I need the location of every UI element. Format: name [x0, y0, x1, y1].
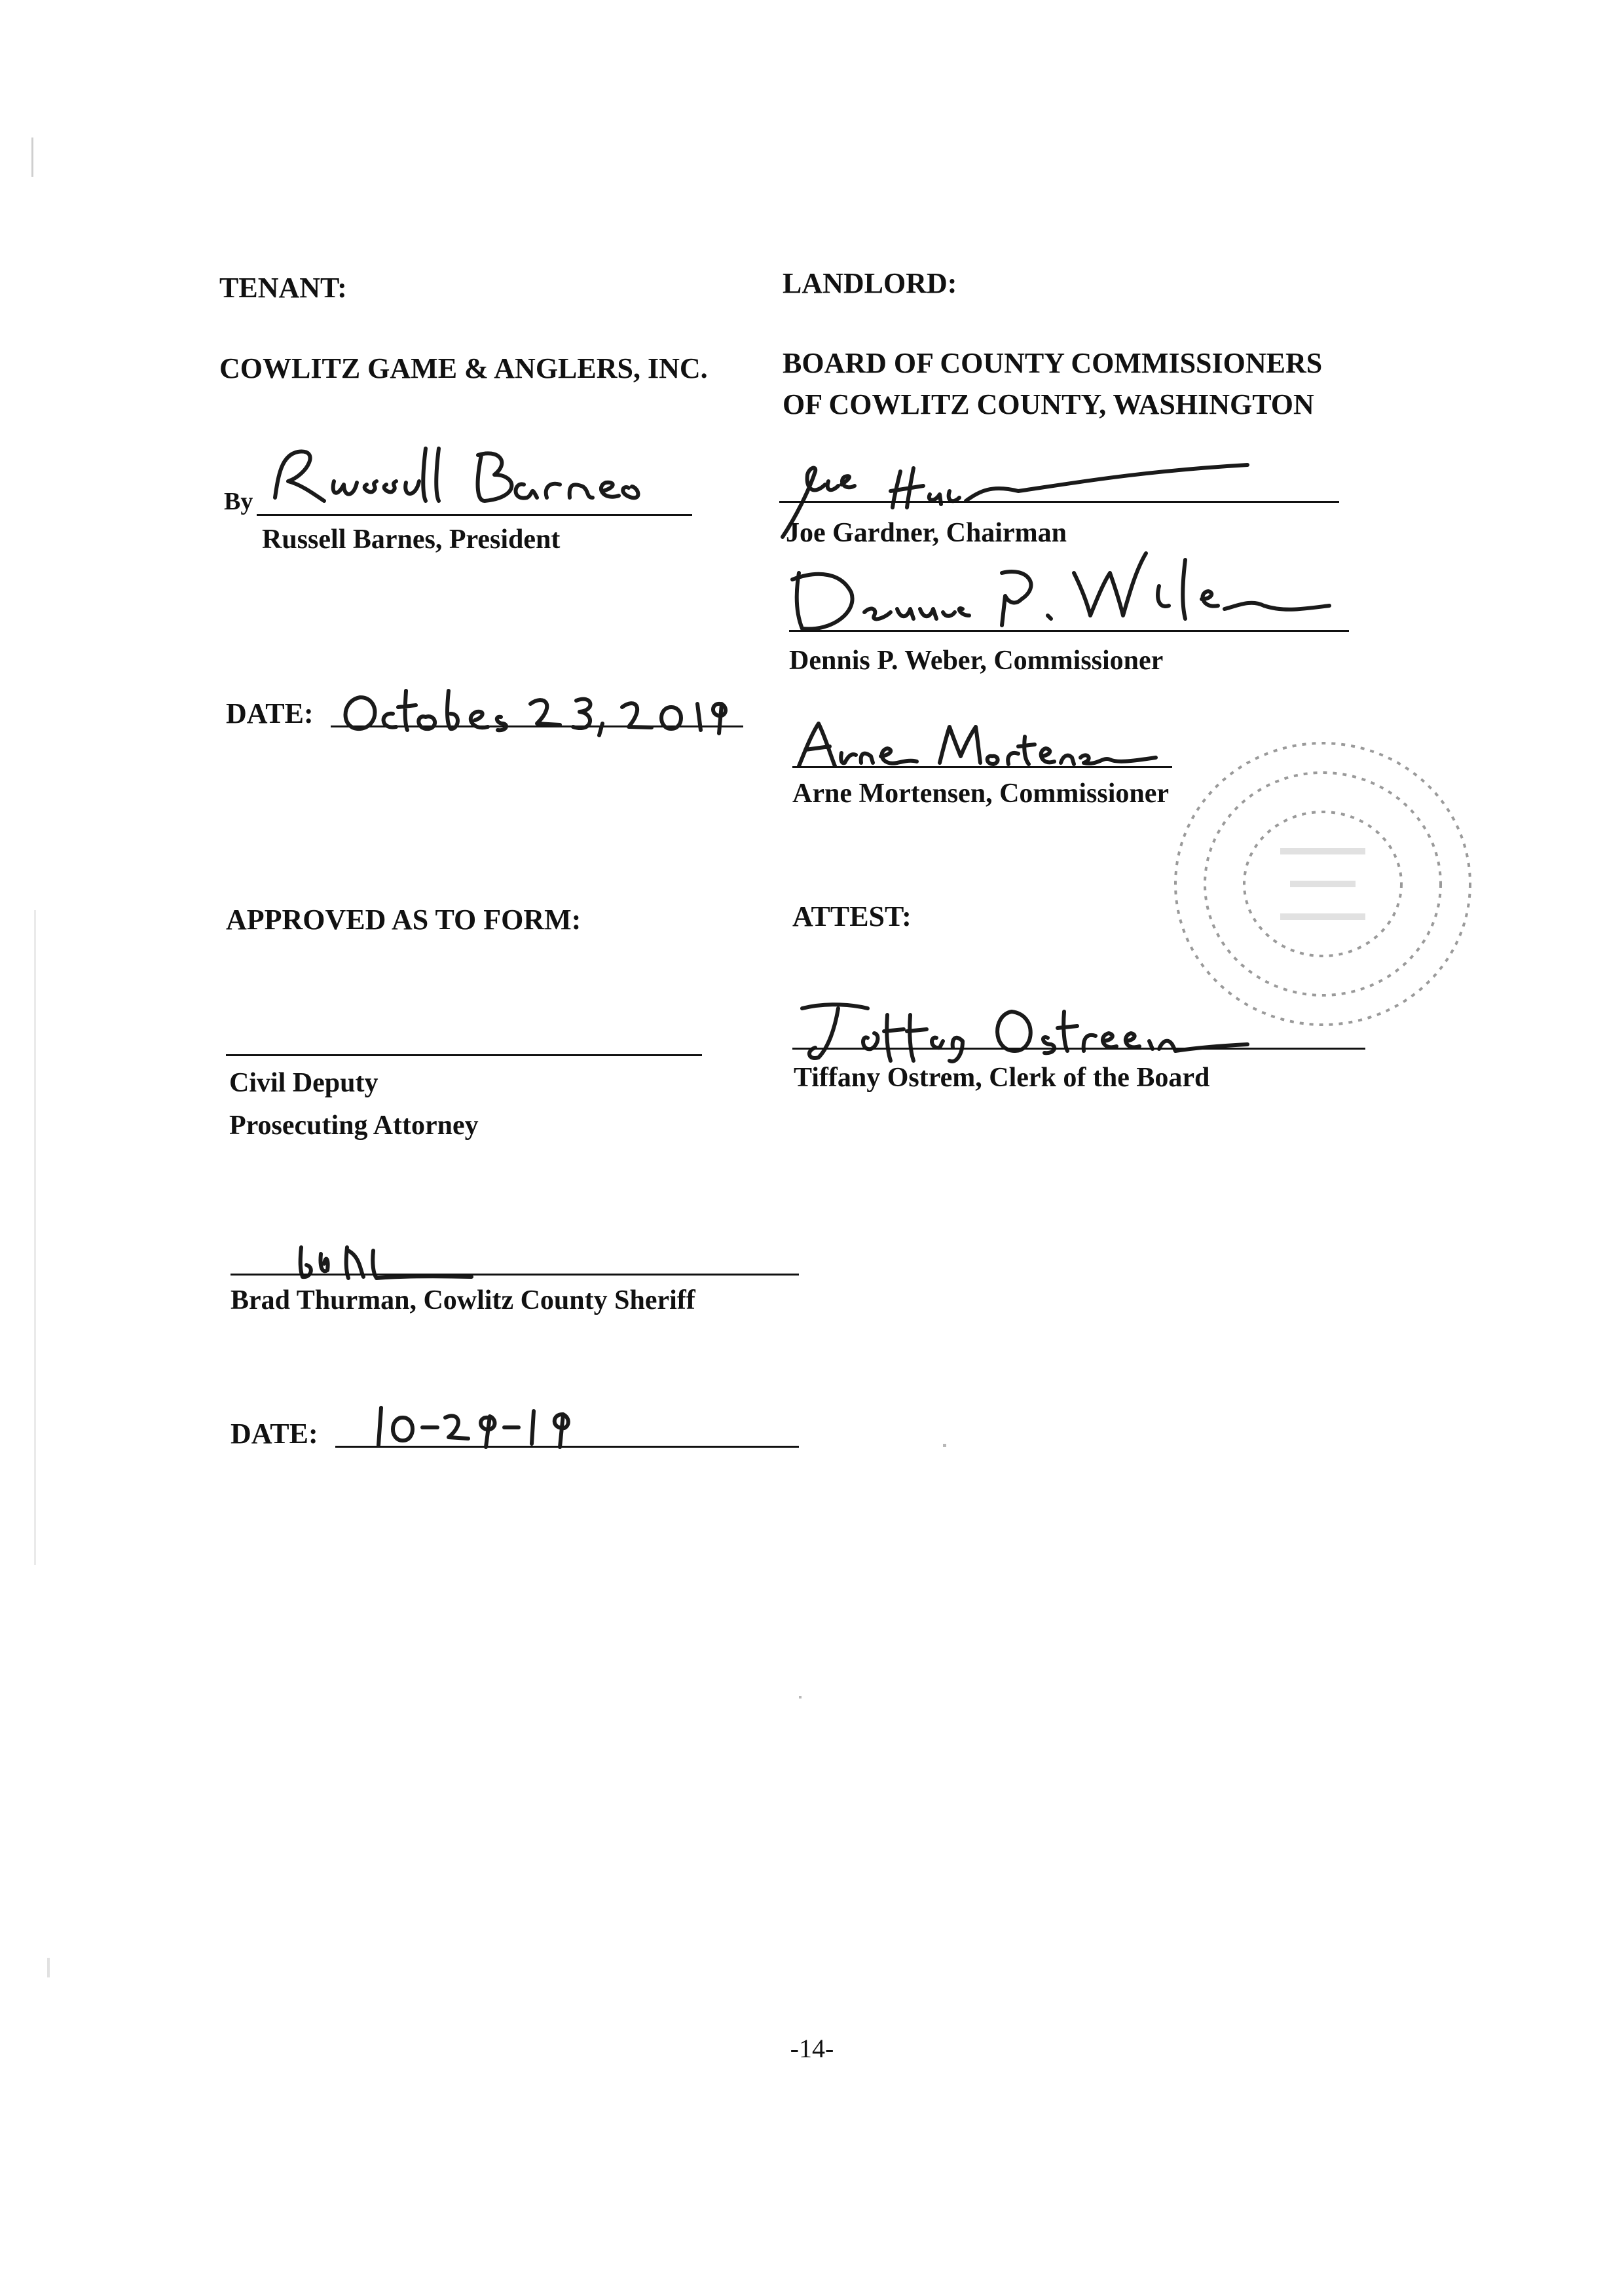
- approved-signature-line: [226, 1054, 702, 1056]
- attest-heading: ATTEST:: [792, 900, 912, 932]
- scan-artifact: [47, 1958, 50, 1977]
- landlord-board-line2: OF COWLITZ COUNTY, WASHINGTON: [783, 388, 1314, 420]
- chairman-signature-line: [779, 501, 1339, 503]
- tenant-by-label: By: [224, 488, 253, 515]
- commissioner-mortensen-signature-line: [792, 766, 1172, 768]
- sheriff-signature: [288, 1238, 478, 1283]
- page-number: -14-: [790, 2034, 834, 2063]
- scan-artifact: [31, 138, 33, 177]
- sheriff-signer-name: Brad Thurman, Cowlitz County Sheriff: [231, 1285, 695, 1315]
- chairman-signer-name: Joe Gardner, Chairman: [786, 518, 1067, 548]
- tenant-company-name: COWLITZ GAME & ANGLERS, INC.: [219, 352, 708, 384]
- tenant-date-handwritten: [334, 678, 740, 737]
- tenant-date-label: DATE:: [226, 697, 314, 729]
- landlord-board-line1: BOARD OF COUNTY COMMISSIONERS: [783, 347, 1323, 379]
- commissioner-mortensen-name: Arne Mortensen, Commissioner: [792, 779, 1170, 809]
- sheriff-date-label: DATE:: [231, 1418, 318, 1450]
- approved-heading: APPROVED AS TO FORM:: [226, 904, 581, 936]
- sheriff-signature-line: [231, 1274, 799, 1276]
- clerk-signature: [789, 989, 1287, 1067]
- approved-title-line2: Prosecuting Attorney: [229, 1111, 479, 1141]
- sheriff-date-handwritten: [373, 1398, 583, 1450]
- tenant-heading: TENANT:: [219, 272, 347, 304]
- clerk-signer-name: Tiffany Ostrem, Clerk of the Board: [794, 1063, 1210, 1093]
- tenant-signature: [262, 435, 688, 514]
- scan-artifact: [943, 1444, 946, 1447]
- tenant-signature-line: [257, 514, 692, 516]
- landlord-heading: LANDLORD:: [783, 267, 957, 299]
- commissioner-weber-signature-line: [789, 630, 1349, 632]
- approved-title-line1: Civil Deputy: [229, 1068, 378, 1098]
- tenant-signer-name: Russell Barnes, President: [262, 524, 561, 555]
- scan-artifact: [799, 1696, 802, 1698]
- commissioner-weber-name: Dennis P. Weber, Commissioner: [789, 646, 1164, 676]
- scan-artifact: [34, 910, 36, 1565]
- clerk-signature-line: [792, 1048, 1365, 1050]
